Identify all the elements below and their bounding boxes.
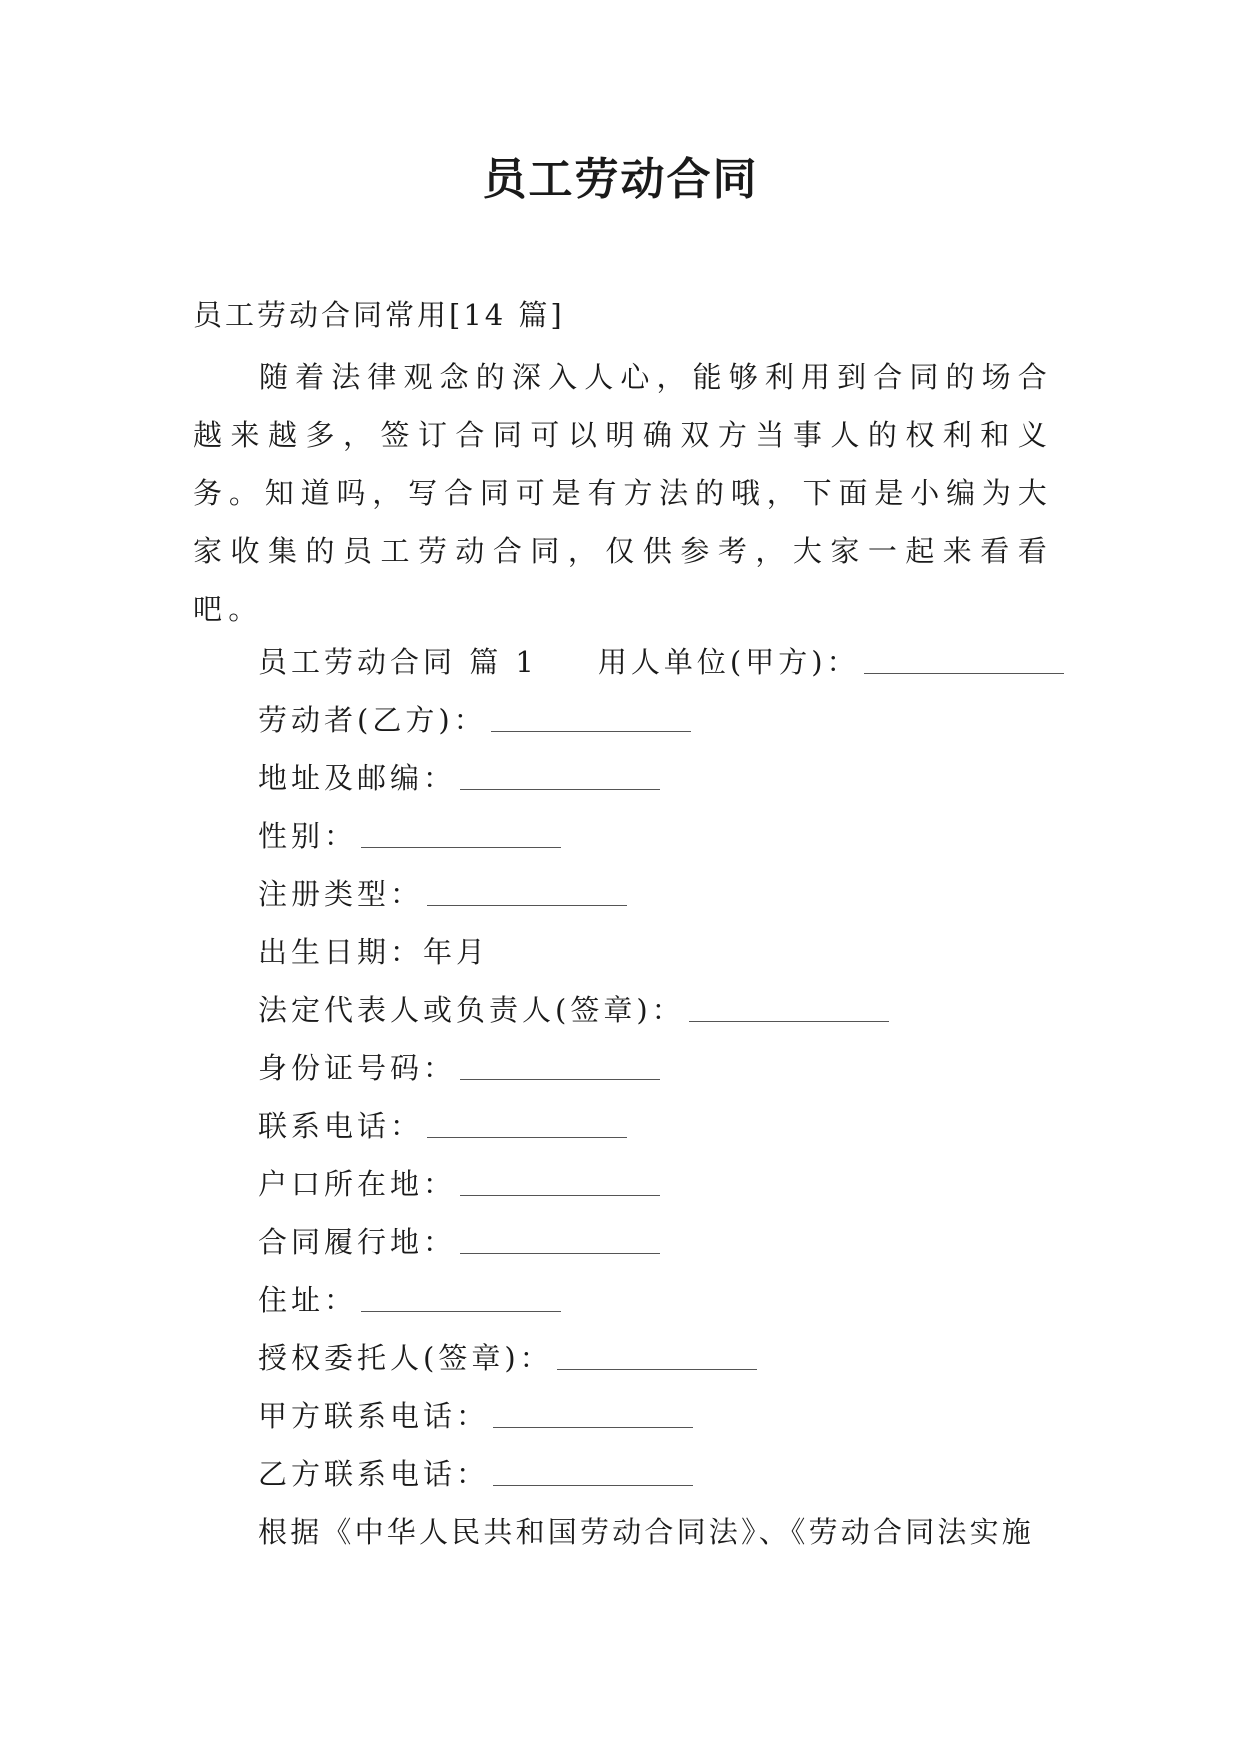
field-row-employer (258, 640, 1058, 698)
address-label: 地址及邮编： (258, 761, 457, 795)
document-subtitle: 员工劳动合同常用[14 篇] (193, 298, 565, 332)
contract-place-label: 合同履行地： (258, 1225, 457, 1259)
residence-blank[interactable] (361, 1281, 561, 1312)
employer-label: 用人单位(甲方)： (597, 645, 860, 679)
field-row-gender (258, 814, 1058, 872)
phone-b-blank[interactable] (493, 1455, 693, 1486)
hukou-label: 户口所在地： (258, 1167, 457, 1201)
agent-blank[interactable] (557, 1339, 757, 1370)
address-blank[interactable] (460, 759, 660, 790)
field-row-reg-type (258, 872, 1058, 930)
field-row-birth (258, 930, 1058, 988)
gender-label: 性别： (258, 819, 358, 853)
field-row-phone-b (258, 1452, 1058, 1510)
law-reference-line (258, 1510, 1058, 1568)
field-row-contract-place (258, 1220, 1058, 1278)
field-row-id (258, 1046, 1058, 1104)
birth-label: 出生日期：年月 (258, 935, 490, 969)
field-row-phone-a (258, 1394, 1058, 1452)
reg-type-blank[interactable] (427, 875, 627, 906)
employer-blank[interactable] (864, 643, 1064, 674)
phone-b-label: 乙方联系电话： (258, 1457, 490, 1491)
intro-paragraph: 随着法律观念的深入人心，能够利用到合同的场合越来越多，签订合同可以明确双方当事人的权利和义务。知道吗，写合同可是有方法的哦，下面是小编为大家收集的员工劳动合同，仅供参考，大家一起来看看吧。 (193, 360, 1053, 626)
field-row-phone (258, 1104, 1058, 1162)
hukou-blank[interactable] (460, 1165, 660, 1196)
phone-a-blank[interactable] (493, 1397, 693, 1428)
field-row-legal-rep (258, 988, 1058, 1046)
worker-label: 劳动者(乙方)： (258, 703, 487, 737)
agent-label: 授权委托人(签章)： (258, 1341, 553, 1375)
document-title: 员工劳动合同 (482, 154, 759, 205)
field-row-hukou (258, 1162, 1058, 1220)
residence-label: 住址： (258, 1283, 358, 1317)
phone-a-label: 甲方联系电话： (258, 1399, 490, 1433)
gender-blank[interactable] (361, 817, 561, 848)
worker-blank[interactable] (491, 701, 691, 732)
section-heading: 员工劳动合同 篇 1 (258, 645, 538, 679)
legal-rep-blank[interactable] (689, 991, 889, 1022)
phone-label: 联系电话： (258, 1109, 424, 1143)
contract-place-blank[interactable] (460, 1223, 660, 1254)
phone-blank[interactable] (427, 1107, 627, 1138)
id-blank[interactable] (460, 1049, 660, 1080)
reg-type-label: 注册类型： (258, 877, 424, 911)
field-row-worker (258, 698, 1058, 756)
field-row-address (258, 756, 1058, 814)
field-row-agent (258, 1336, 1058, 1394)
legal-rep-label: 法定代表人或负责人(签章)： (258, 993, 685, 1027)
law-reference-text: 根据《中华人民共和国劳动合同法》、《劳动合同法实施 (258, 1515, 1035, 1549)
contract-fields (258, 640, 1058, 1568)
id-label: 身份证号码： (258, 1051, 457, 1085)
field-row-residence (258, 1278, 1058, 1336)
